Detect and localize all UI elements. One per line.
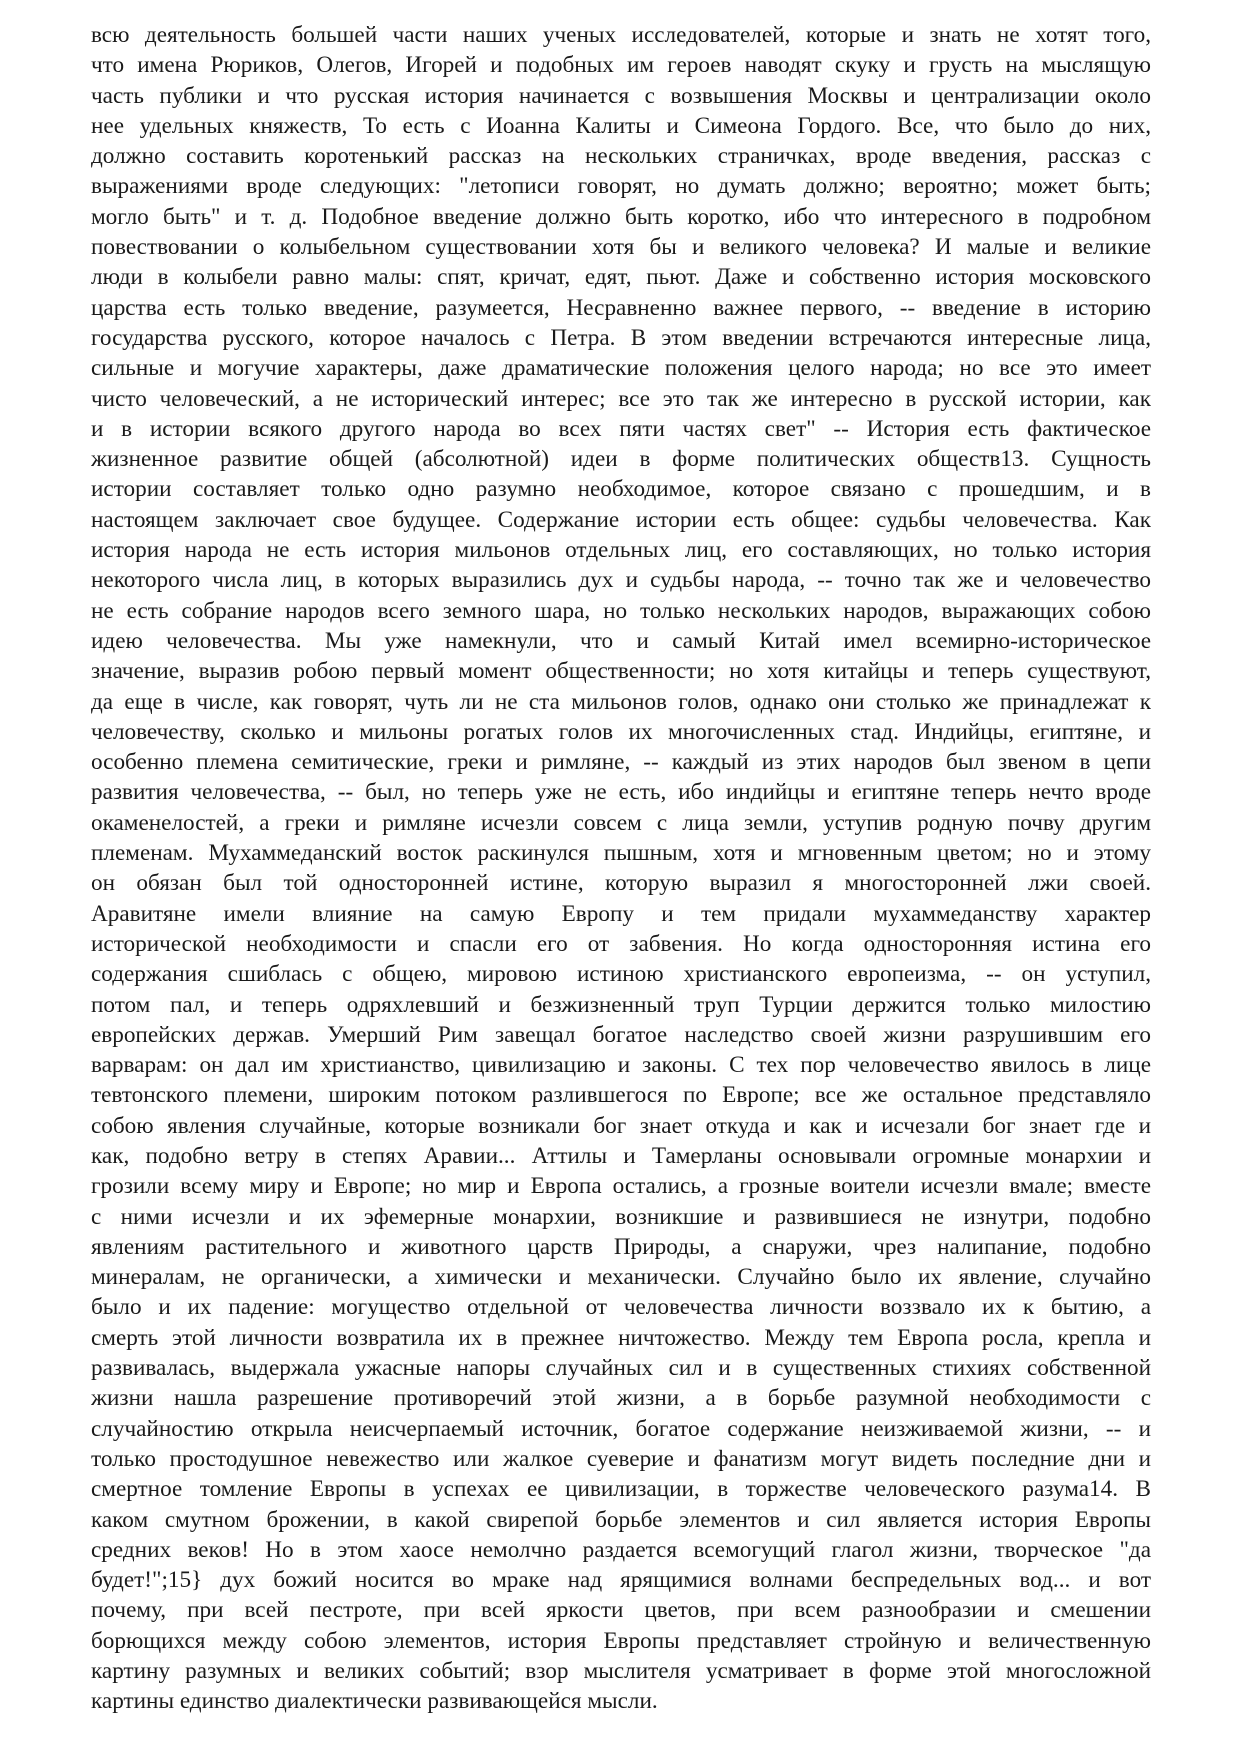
text-line: с ними исчезли и их эфемерные монархии, возникшие и развившиеся не изнутри, подобно: [91, 1203, 1151, 1230]
text-line: должно составить коротенький рассказ на нескольких страничках, вроде введения, рассказ с: [91, 143, 1151, 170]
text-line: люди в колыбели равно малы: спят, кричат, едят, пьют. Даже и собственно история московского: [91, 264, 1151, 291]
text-line: картину разумных и великих событий; взор мыслителя усматривает в форме этой многосложной: [91, 1658, 1151, 1685]
text-line: часть публики и что русская история начинается с возвышения Москвы и централизации около: [91, 82, 1151, 109]
text-line: минералам, не органически, а химически и механически. Случайно было их явление, случайно: [91, 1264, 1151, 1291]
text-line: жизни нашла разрешение противоречий этой жизни, а в борьбе разумной необходимости с: [91, 1385, 1151, 1412]
text-line: история народа не есть история мильонов отдельных лиц, его составляющих, но только история: [91, 537, 1151, 564]
text-line: идею человечества. Мы уже намекнули, что и самый Китай имел всемирно-историческое: [91, 627, 1151, 654]
text-line: не есть собрание народов всего земного шара, но только нескольких народов, выражающих собою: [91, 597, 1151, 624]
text-line: средних веков! Но в этом хаосе немолчно раздается всемогущий глагол жизни, творческое "да: [91, 1536, 1151, 1563]
text-line: повествовании о колыбельном существовании хотя бы и великого человека? И малые и великие: [91, 234, 1151, 261]
text-line: будет!";15} дух божий носится во мраке над ярящимися волнами беспредельных вод... и вот: [91, 1567, 1151, 1594]
text-line: развивалась, выдержала ужасные напоры случайных сил и в существенных стихиях собственной: [91, 1355, 1151, 1382]
text-line: истории составляет только одно разумно необходимое, которое связано с прошедшим, и в: [91, 476, 1151, 503]
text-line: чисто человеческий, а не исторический интерес; все это так же интересно в русской истории, как: [91, 385, 1151, 412]
text-line: настоящем заключает свое будущее. Содержание истории есть общее: судьбы человечества. Как: [91, 506, 1151, 533]
text-line: как, подобно ветру в степях Аравии... Аттилы и Тамерланы основывали огромные монархии и: [91, 1142, 1151, 1169]
text-line: он обязан был той односторонней истине, которую выразил я многосторонней лжи своей.: [91, 870, 1151, 897]
text-line: окаменелостей, а греки и римляне исчезли совсем с лица земли, уступив родную почву другим: [91, 809, 1151, 836]
text-line: жизненное развитие общей (абсолютной) идеи в форме политических обществ13. Сущность: [91, 446, 1151, 473]
text-line: тевтонского племени, широким потоком разлившегося по Европе; все же остальное представляло: [91, 1082, 1151, 1109]
text-line: значение, выразив робою первый момент общественности; но хотя китайцы и теперь существуют,: [91, 658, 1151, 685]
text-line: развития человечества, -- был, но теперь уже не есть, ибо индийцы и египтяне теперь нечто вроде: [91, 779, 1151, 806]
text-line: европейских держав. Умерший Рим завещал богатое наследство своей жизни разрушившим его: [91, 1021, 1151, 1048]
text-line: могло быть" и т. д. Подобное введение должно быть коротко, ибо что интересного в подробном: [91, 203, 1151, 230]
text-line: некоторого числа лиц, в которых выразились дух и судьбы народа, -- точно так же и человечество: [91, 567, 1151, 594]
text-line: борющихся между собою элементов, история Европы представляет стройную и величественную: [91, 1627, 1151, 1654]
text-line: да еще в числе, как говорят, чуть ли не ста мильонов голов, однако они столько же принадлежат к: [91, 688, 1151, 715]
text-line: сильные и могучие характеры, даже драматические положения целого народа; но все это имеет: [91, 355, 1151, 382]
text-line: и в истории всякого другого народа во всех пяти частях свет" -- История есть фактическое: [91, 415, 1151, 442]
text-line: нее удельных княжеств, То есть с Иоанна Калиты и Симеона Гордого. Все, что было до них,: [91, 112, 1151, 139]
text-line: государства русского, которое началось с Петра. В этом введении встречаются интересные лица,: [91, 324, 1151, 351]
text-line: выражениями вроде следующих: "летописи говорят, но думать должно; вероятно; может быть;: [91, 173, 1151, 200]
text-line: исторической необходимости и спасли его от забвения. Но когда односторонняя истина его: [91, 930, 1151, 957]
text-line: смерть этой личности возвратила их в прежнее ничтожество. Между тем Европа росла, крепла и: [91, 1324, 1151, 1351]
text-line: содержания сшиблась с общею, мировою истиною христианского европеизма, -- он уступил,: [91, 961, 1151, 988]
text-line: было и их падение: могущество отдельной от человечества личности воззвало их к бытию, а: [91, 1294, 1151, 1321]
text-line: царства есть только введение, разумеется, Несравненно важнее первого, -- введение в историю: [91, 294, 1151, 321]
text-line: явлениям растительного и животного царств Природы, а снаружи, чрез налипание, подобно: [91, 1233, 1151, 1260]
text-line: всю деятельность большей части наших ученых исследователей, которые и знать не хотят того,: [91, 22, 1151, 48]
text-line: потом пал, и теперь одряхлевший и безжизненный труп Турции держится только милостию: [91, 991, 1151, 1018]
text-line: картины единство диалектически развивающейся мысли.: [91, 1688, 658, 1715]
text-line: каком смутном брожении, в какой свирепой борьбе элементов и сил является история Европы: [91, 1506, 1151, 1533]
text-line: Аравитяне имели влияние на самую Европу и тем придали мухаммеданству характер: [91, 900, 1151, 927]
text-line: что имена Рюриков, Олегов, Игорей и подобных им героев наводят скуку и грусть на мыслящую: [91, 52, 1151, 79]
text-line: собою явления случайные, которые возникали бог знает откуда и как и исчезали бог знает где и: [91, 1112, 1151, 1139]
document-page: [91, 20, 1151, 1717]
text-line: особенно племена семитические, греки и римляне, -- каждый из этих народов был звеном в цепи: [91, 749, 1151, 776]
text-line: смертное томление Европы в успехах ее цивилизации, в торжестве человеческого разума14. В: [91, 1476, 1151, 1503]
text-line: грозили всему миру и Европе; но мир и Европа остались, а грозные воители исчезли вмале; вместе: [91, 1173, 1151, 1200]
text-line: случайностию открыла неисчерпаемый источник, богатое содержание неизживаемой жизни, -- и: [91, 1415, 1151, 1442]
text-line: варварам: он дал им христианство, цивилизацию и законы. С тех пор человечество явилось в лице: [91, 1052, 1151, 1079]
text-line: человечеству, сколько и мильоны рогатых голов их многочисленных стад. Индийцы, египтяне, и: [91, 718, 1151, 745]
text-line: племенам. Мухаммеданский восток раскинулся пышным, хотя и мгновенным цветом; но и этому: [91, 840, 1151, 867]
text-line: только простодушное невежество или жалкое суеверие и фанатизм могут видеть последние дни и: [91, 1445, 1151, 1472]
text-line: почему, при всей пестроте, при всей яркости цветов, при всем разнообразии и смешении: [91, 1597, 1151, 1624]
